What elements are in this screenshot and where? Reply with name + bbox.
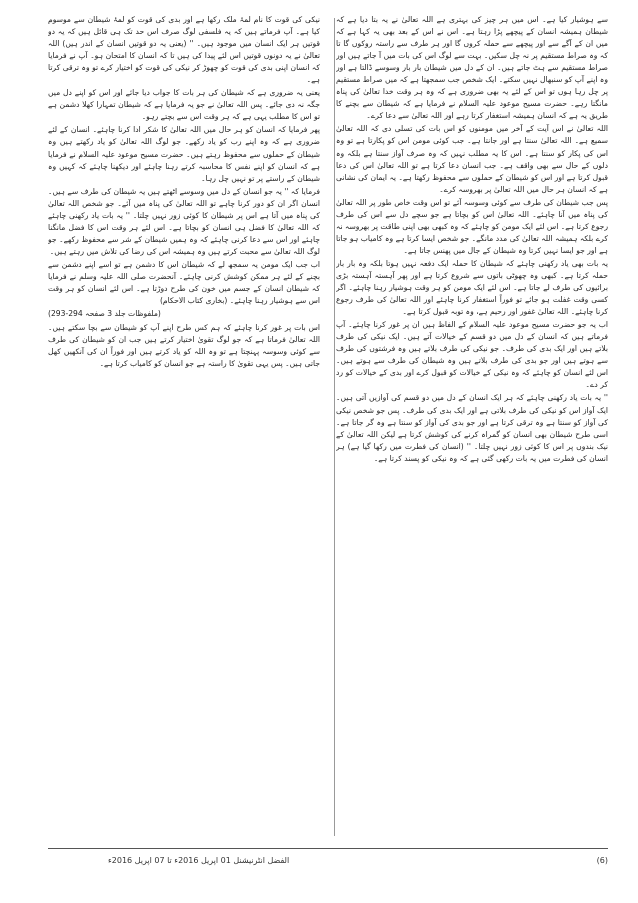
article-columns — [48, 14, 608, 840]
paragraph: پھر فرمایا کہ انسان کو ہر حال میں اللہ تعالیٰ کا شکر ادا کرنا چاہئے۔ انسان کے لئے ضروری ہے کہ وہ اپنے رب کو یاد رکھے۔ جو لوگ اللہ تعالیٰ کو یاد رکھتے ہیں وہ شیطان کے حملوں سے محفوظ رہتے ہیں۔ حضرت مسیح موعود علیہ السلام نے فرمایا ہے کہ انسان کو اپنے نفس کا محاسبہ کرتے رہنا چاہئے اور دیکھنا چاہئے کہ کہیں وہ شیطان کے راستے پر تو نہیں چل رہا۔ — [48, 125, 320, 183]
paragraph: سے ہوشیار کیا ہے۔ اس میں ہر چیز کی بہتری ہے اللہ تعالیٰ نے یہ بتا دیا ہے کہ شیطان ہمیشہ انسان کے پیچھے پڑا رہتا ہے۔ اس نے اس کے بعد بھی یہ کہا ہے کہ میں ان کے آگے سے اور پیچھے سے حملہ کروں گا اور ہر طرف سے راستہ روکوں گا تا کہ وہ صراط مستقیم پر نہ چل سکیں۔ بہت سے لوگ اس کی بات میں آ جاتے ہیں اور صراط مستقیم سے ہٹ جاتے ہیں۔ ان کے دل میں شیطان بار بار وسوسے ڈالتا ہے اور وہ اپنے آپ کو سنبھال نہیں سکتے۔ ایک شخص جب سمجھتا ہے کہ میں صراط مستقیم پر چل رہا ہوں تو اس کے لئے یہ بھی ضروری ہے کہ وہ ہر وقت خدا تعالیٰ کی پناہ مانگتا رہے۔ حضرت مسیح موعود علیہ السلام نے فرمایا ہے کہ شیطان سے بچنے کا طریق یہ ہے کہ انسان ہمیشہ استغفار کرتا رہے اور اللہ تعالیٰ سے دعا کرے۔ — [336, 15, 608, 121]
paragraph: '' یہ بات یاد رکھنی چاہئے کہ ہر ایک انسان کے دل میں دو قسم کی آوازیں آتی ہیں۔ ایک آواز اس کو نیکی کی طرف بلاتی ہے اور ایک بدی کی طرف۔ پس جو شخص نیکی کی آواز کو سنتا ہے وہ ترقی کرتا ہے اور جو بدی کی آواز کو سنتا ہے وہ گر جاتا ہے۔ اسی طرح شیطان بھی انسان کو گمراہ کرنے کی کوشش کرتا ہے لیکن اللہ تعالیٰ کے نیک بندوں پر اس کا کوئی زور نہیں چلتا۔ '' (انسان کی فطرت میں رکھا گیا ہے) ہر انسان کی فطرت میں یہ بات رکھی گئی ہے کہ وہ نیکی کو پسند کرتا ہے۔ — [336, 393, 608, 463]
footer-rule — [48, 848, 608, 849]
paragraph: اللہ تعالیٰ نے اس آیت کے آخر میں مومنوں کو اس بات کی تسلی دی کہ اللہ تعالیٰ سمیع ہے۔ اللہ تعالیٰ سنتا ہے اور جانتا ہے۔ جب کوئی مومن اس کو پکارتا ہے تو وہ اس کی پکار کو سنتا ہے۔ اس کا یہ مطلب نہیں کہ وہ صرف آواز سنتا ہے بلکہ وہ دلوں کے حال سے بھی واقف ہے۔ جب انسان دعا کرتا ہے تو اللہ تعالیٰ اس کی دعا قبول کرتا ہے اور اس کو شیطان کے حملوں سے محفوظ رکھتا ہے۔ یہ ایمان کی نشانی ہے کہ انسان ہر حال میں اللہ تعالیٰ پر بھروسہ کرے۔ — [336, 124, 608, 194]
column-divider — [334, 18, 335, 836]
paragraph: اب یہ جو حضرت مسیح موعود علیہ السلام کے الفاظ ہیں ان پر غور کرنا چاہئے۔ آپ فرماتے ہیں کہ انسان کے دل میں دو قسم کے خیالات آتے ہیں۔ ایک نیکی کی طرف بلاتے ہیں اور ایک بدی کی طرف۔ جو نیکی کی طرف بلاتے ہیں وہ فرشتوں کی طرف سے ہوتے ہیں اور جو بدی کی طرف بلاتے ہیں وہ شیطان کی طرف سے ہوتے ہیں۔ اس لئے انسان کو چاہئے کہ وہ نیکی کے خیالات کو قبول کرے اور بدی کے خیالات کو رد کر دے۔ — [336, 320, 608, 390]
paragraph: فرمایا کہ '' یہ جو انسان کے دل میں وسوسے اٹھتے ہیں یہ شیطان کی طرف سے ہیں۔ انسان اگر ان کو دور کرنا چاہے تو اللہ تعالیٰ کی پناہ میں آئے۔ جو شخص اللہ تعالیٰ کی پناہ میں آتا ہے اس پر شیطان کا کوئی زور نہیں چلتا۔ '' یہ بات یاد رکھنی چاہئے کہ اللہ تعالیٰ کا فضل ہی انسان کو بچاتا ہے۔ اس لئے ہر وقت اس کا فضل مانگنا چاہئے اور اس سے دعا کرنی چاہئے کہ وہ ہمیں شیطان کے شر سے محفوظ رکھے۔ جو لوگ اللہ تعالیٰ سے محبت کرتے ہیں وہ ہمیشہ اس کی رضا کی تلاش میں رہتے ہیں۔ — [48, 186, 320, 256]
paragraph: پس جب شیطان کی طرف سے کوئی وسوسہ آئے تو اس وقت خاص طور پر اللہ تعالیٰ کی پناہ میں آنا چاہئے۔ اللہ تعالیٰ اس کو بچاتا ہے جو سچے دل سے اس کی طرف رجوع کرتا ہے۔ اس لئے ایک مومن کو چاہئے کہ وہ کبھی بھی اپنی طاقت پر بھروسہ نہ کرے بلکہ ہمیشہ اللہ تعالیٰ کی مدد مانگے۔ جو شخص ایسا کرتا ہے وہ کامیاب ہو جاتا ہے اور جو ایسا نہیں کرتا وہ شیطان کے جال میں پھنس جاتا ہے۔ — [336, 197, 608, 255]
page-footer — [48, 853, 608, 869]
paragraph: اب جب ایک مومن یہ سمجھ لے کہ شیطان اس کا دشمن ہے تو اسے اپنے دشمن سے بچنے کے لئے ہر ممکن کوشش کرنی چاہئے۔ آنحضرت صلی اللہ علیہ وسلم نے فرمایا کہ شیطان انسان کے جسم میں خون کی طرح دوڑتا ہے۔ اس لئے انسان کو ہر وقت اس سے ہوشیار رہنا چاہئے۔ (بخاری کتاب الاحکام) — [48, 259, 320, 306]
paragraph: اس بات پر غور کرنا چاہئے کہ ہم کس طرح اپنے آپ کو شیطان سے بچا سکتے ہیں۔ اللہ تعالیٰ فرماتا ہے کہ جو لوگ تقویٰ اختیار کرتے ہیں جب ان کو شیطان کی طرف سے کوئی وسوسہ پہنچتا ہے تو وہ اللہ کو یاد کرتے ہیں اور فوراً ان کی آنکھیں کھل جاتی ہیں۔ پس یہی تقویٰ کا راستہ ہے جو انسان کو کامیاب کرتا ہے۔ — [48, 323, 320, 369]
left-column — [48, 14, 320, 840]
issue-info: الفضل انٹرنیشنل 01 اپریل 2016ء تا 07 اپریل 2016ء — [108, 856, 290, 865]
paragraph: یعنی یہ ضروری ہے کہ شیطان کی ہر بات کا جواب دیا جائے اور اس کو اپنے دل میں جگہ نہ دی جائے۔ پس اللہ تعالیٰ نے جو یہ فرمایا ہے کہ شیطان تمہارا کھلا دشمن ہے تو اس کا مطلب یہی ہے کہ ہر وقت اس سے بچتے رہو۔ — [48, 88, 320, 122]
paragraph: یہ بات بھی یاد رکھنی چاہئے کہ شیطان کا حملہ ایک دفعہ نہیں ہوتا بلکہ وہ بار بار حملہ کرتا ہے۔ کبھی وہ چھوٹی باتوں سے شروع کرتا ہے اور پھر آہستہ آہستہ بڑی برائیوں کی طرف لے جاتا ہے۔ اس لئے ایک مومن کو ہر وقت ہوشیار رہنا چاہئے۔ اگر کسی وقت غفلت ہو جائے تو فوراً استغفار کرنا چاہئے اور اللہ تعالیٰ کی طرف رجوع کرنا چاہئے۔ اللہ تعالیٰ غفور اور رحیم ہے، وہ توبہ قبول کرتا ہے۔ — [336, 258, 608, 317]
page-number: (6) — [596, 856, 608, 865]
right-column — [336, 14, 608, 840]
paragraph: نیکی کی قوت کا نام لمۂ ملک رکھا ہے اور بدی کی قوت کو لمۂ شیطان سے موسوم کیا ہے۔ آپ فرماتے ہیں کہ یہ فلسفی لوگ صرف اس حد تک ہی قائل ہیں کہ یہ دو قوتیں ہر ایک انسان میں موجود ہیں۔ '' (یعنی یہ دو قوتیں انسان کے اندر ہیں) اللہ تعالیٰ نے یہ دونوں قوتیں اس لئے پیدا کی ہیں تا کہ انسان کا امتحان ہو۔ آپ نے فرمایا کہ انسان اپنی بدی کی قوت کو چھوڑ کر نیکی کی قوت کو اختیار کرے تو وہ ترقی کرتا ہے۔ — [48, 15, 320, 85]
reference-citation: (ملفوظات جلد 3 صفحہ 294-293) — [48, 309, 161, 319]
